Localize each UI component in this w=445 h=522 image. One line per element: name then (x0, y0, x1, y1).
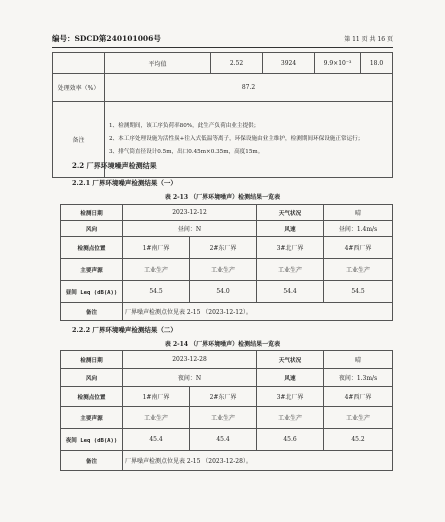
source-cell: 工业生产 (324, 407, 393, 429)
point-cell: 3#北厂界 (257, 237, 324, 259)
date-value: 2023-12-28 (123, 351, 257, 369)
page-header (52, 33, 393, 48)
document-number: 编号：SDCD第240101006号 (52, 34, 161, 43)
date-label: 检测日期 (61, 351, 123, 369)
remark-text: 厂界噪声检测点位见表 2-15 （2023-12-28）。 (123, 451, 393, 471)
point-cell: 4#西厂界 (324, 237, 393, 259)
source-cell: 工业生产 (190, 407, 257, 429)
remark-label: 备注 (61, 303, 123, 321)
leq-value: 45.6 (257, 429, 324, 451)
subsection-heading: 2.2.1 厂界环境噪声检测结果（一） (72, 179, 177, 187)
date-label: 检测日期 (61, 205, 123, 221)
point-label: 检测点位置 (61, 237, 123, 259)
weather-value: 晴 (324, 351, 393, 369)
page-number: 第 11 页 共 16 页 (344, 36, 393, 43)
point-cell: 4#西厂界 (324, 387, 393, 407)
wind-speed-label: 风速 (257, 369, 324, 387)
efficiency-label: 处理效率（%） (53, 74, 105, 102)
source-cell: 工业生产 (123, 259, 190, 281)
point-cell: 1#南厂界 (123, 387, 190, 407)
source-cell: 工业生产 (257, 407, 324, 429)
avg-label: 平均值 (105, 53, 211, 74)
wind-speed-value: 昼间：1.4m/s (324, 221, 393, 237)
leq-value: 45.2 (324, 429, 393, 451)
subsection-heading: 2.2.2 厂界环境噪声检测结果（二） (72, 326, 177, 334)
remark-label: 备注 (61, 451, 123, 471)
wind-direction-value: 昼间：N (123, 221, 257, 237)
avg-value: 9.9×10⁻³ (315, 53, 361, 74)
table-caption: 表 2-13 （厂界环境噪声）检测结果一览表 (164, 194, 281, 201)
point-cell: 3#北厂界 (257, 387, 324, 407)
weather-label: 天气状况 (257, 351, 324, 369)
leq-label: 夜间 Leq (dB(A)) (61, 429, 123, 451)
leq-value: 54.5 (324, 281, 393, 303)
point-cell: 2#东厂界 (190, 237, 257, 259)
noise-table-2 (60, 350, 393, 471)
wind-direction-label: 风向 (61, 221, 123, 237)
source-cell: 工业生产 (123, 407, 190, 429)
leq-value: 54.0 (190, 281, 257, 303)
point-cell: 1#南厂界 (123, 237, 190, 259)
source-cell: 工业生产 (257, 259, 324, 281)
source-label: 主要声源 (61, 407, 123, 429)
source-cell: 工业生产 (190, 259, 257, 281)
avg-value: 2.52 (211, 53, 263, 74)
remark-text: 厂界噪声检测点位见表 2-15 （2023-12-12）。 (123, 303, 393, 321)
section-heading: 2.2 厂界环境噪声检测结果 (72, 161, 157, 170)
exhaust-result-table (52, 52, 393, 178)
leq-value: 45.4 (190, 429, 257, 451)
leq-value: 54.5 (123, 281, 190, 303)
leq-value: 54.4 (257, 281, 324, 303)
weather-label: 天气状况 (257, 205, 324, 221)
date-value: 2023-12-12 (123, 205, 257, 221)
leq-label: 昼间 Leq (dB(A)) (61, 281, 123, 303)
remark-text: 1、检测期间，该工序负荷率80%，此生产负荷由业主提供； 2、本工序处理设施为活性炭+往入式低温等离子，环保设施由业主维护，检测期间环保设施正常运行； 3、排气筒直径设计0.5m，出口0.45m×0.35m，高度15m。 (105, 102, 393, 178)
leq-value: 45.4 (123, 429, 190, 451)
point-cell: 2#东厂界 (190, 387, 257, 407)
wind-speed-label: 风速 (257, 221, 324, 237)
source-label: 主要声源 (61, 259, 123, 281)
wind-direction-label: 风向 (61, 369, 123, 387)
avg-value: 3924 (263, 53, 315, 74)
source-cell: 工业生产 (324, 259, 393, 281)
efficiency-value: 87.2 (105, 74, 393, 102)
remark-label: 备注 (53, 102, 105, 178)
noise-table-1 (60, 204, 393, 321)
wind-speed-value: 夜间：1.3m/s (324, 369, 393, 387)
point-label: 检测点位置 (61, 387, 123, 407)
weather-value: 晴 (324, 205, 393, 221)
avg-value: 18.0 (361, 53, 393, 74)
table-caption: 表 2-14 （厂界环境噪声）检测结果一览表 (164, 341, 281, 348)
wind-direction-value: 夜间：N (123, 369, 257, 387)
